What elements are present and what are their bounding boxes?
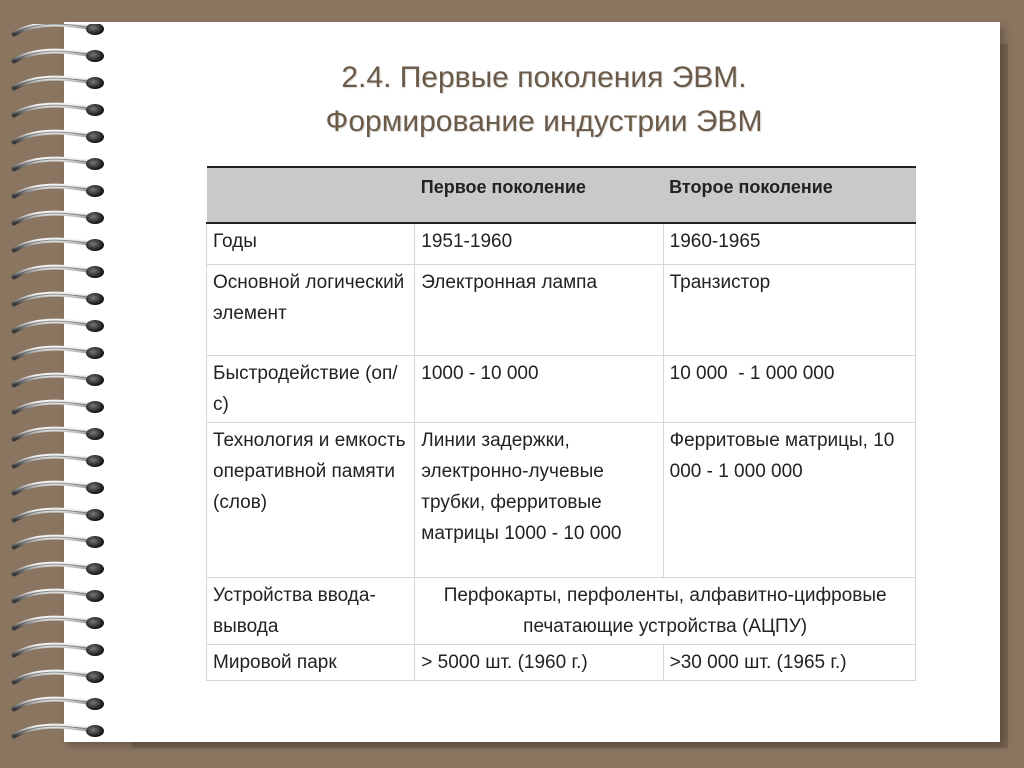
table-row xyxy=(207,356,916,423)
table-row xyxy=(207,423,916,578)
header-empty xyxy=(207,167,415,223)
cell-second: Ферритовые матрицы, 10 000 - 1 000 000 xyxy=(663,423,915,578)
cell-first: Линии задержки, электронно-лучевые трубки, ферритовые матрицы 1000 - 10 000 xyxy=(415,423,663,578)
cell-first: 1000 - 10 000 xyxy=(415,356,663,423)
table-row xyxy=(207,265,916,356)
row-label: Основной логический элемент xyxy=(207,265,415,356)
header-first-generation: Первое поколение xyxy=(415,167,663,223)
header-second-generation: Второе поколение xyxy=(663,167,915,223)
generations-table xyxy=(206,166,916,681)
cell-second: >30 000 шт. (1965 г.) xyxy=(663,645,915,681)
cell-first: Электронная лампа xyxy=(415,265,663,356)
cell-second: 10 000 - 1 000 000 xyxy=(663,356,915,423)
row-label: Годы xyxy=(207,223,415,265)
cell-merged-io: Перфокарты, перфоленты, алфавитно-цифровые печатающие устройства (АЦПУ) xyxy=(415,578,916,645)
row-label: Технология и емкость оперативной памяти (слов) xyxy=(207,423,415,578)
slide-title xyxy=(64,56,1024,144)
slide-title-line2: Формирование индустрии ЭВМ xyxy=(325,105,763,138)
row-label: Мировой парк xyxy=(207,645,415,681)
row-label: Устройства ввода-вывода xyxy=(207,578,415,645)
cell-first: 1951-1960 xyxy=(415,223,663,265)
table-row xyxy=(207,578,916,645)
cell-first: > 5000 шт. (1960 г.) xyxy=(415,645,663,681)
cell-second: 1960-1965 xyxy=(663,223,915,265)
slide-title-line1: 2.4. Первые поколения ЭВМ. xyxy=(341,61,747,94)
cell-second: Транзистор xyxy=(663,265,915,356)
row-label: Быстродействие (оп/с) xyxy=(207,356,415,423)
table-header-row xyxy=(207,167,916,223)
table-row xyxy=(207,645,916,681)
table-row xyxy=(207,223,916,265)
